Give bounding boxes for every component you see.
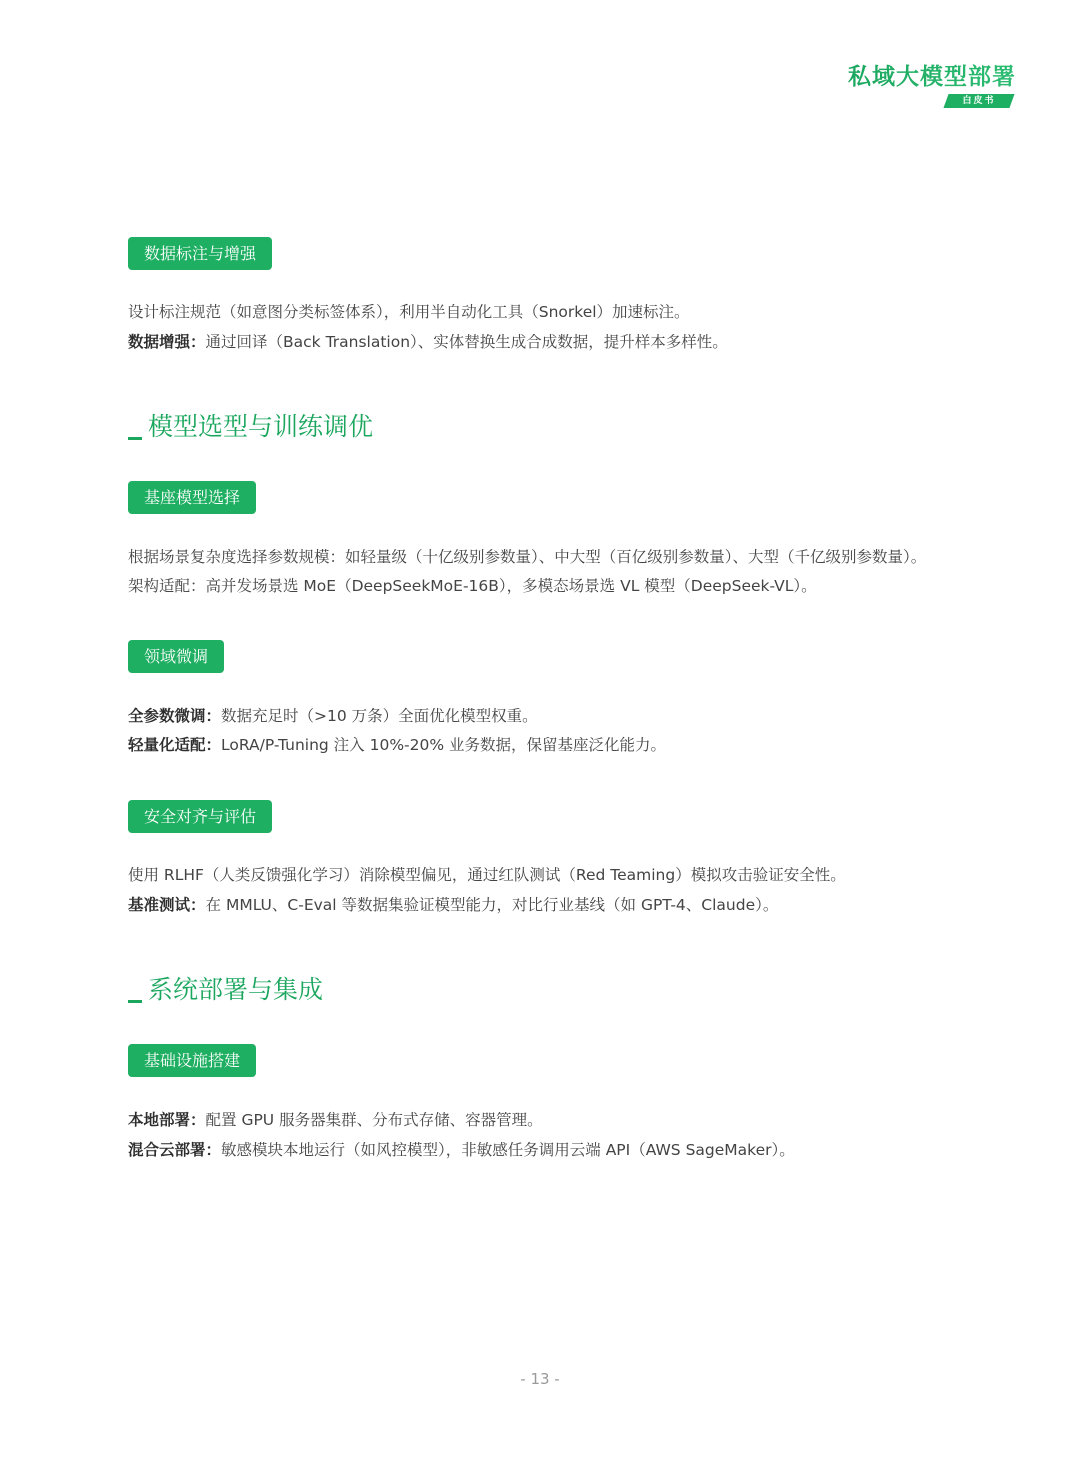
line-text: 配置 GPU 服务器集群、分布式存储、容器管理。 bbox=[205, 1111, 543, 1129]
line-label: 混合云部署： bbox=[128, 1141, 222, 1159]
line-label: 基准测试： bbox=[128, 896, 206, 914]
paragraph-line bbox=[128, 894, 778, 916]
heading-text: 系统部署与集成 bbox=[148, 975, 324, 1004]
section-tag-domain-finetune: 领域微调 bbox=[128, 640, 224, 673]
line-label: 全参数微调： bbox=[128, 707, 222, 725]
line-text: 通过回译（Back Translation）、实体替换生成合成数据，提升样本多样性。 bbox=[205, 333, 728, 351]
paragraph-line bbox=[128, 705, 538, 727]
line-label: 轻量化适配： bbox=[128, 736, 222, 754]
line-text: LoRA/P-Tuning 注入 10%-20% 业务数据，保留基座泛化能力。 bbox=[221, 736, 667, 754]
line-label: 数据增强： bbox=[128, 333, 206, 351]
paragraph-line bbox=[128, 1139, 795, 1161]
section-tag-data-annotation: 数据标注与增强 bbox=[128, 237, 272, 270]
heading-underscore-mark bbox=[128, 1000, 142, 1003]
section-tag-safety-eval: 安全对齐与评估 bbox=[128, 800, 272, 833]
section-heading-deployment bbox=[128, 973, 323, 1007]
page-number: - 13 - bbox=[520, 1370, 560, 1388]
line-text: 数据充足时（>10 万条）全面优化模型权重。 bbox=[221, 707, 538, 725]
brand-badge-label: 白皮书 bbox=[962, 96, 996, 106]
heading-underscore-mark bbox=[128, 437, 142, 440]
paragraph-line: 架构适配：高并发场景选 MoE（DeepSeekMoE-16B），多模态场景选 VL 模型（DeepSeek-VL）。 bbox=[128, 577, 817, 595]
paragraph-line: 设计标注规范（如意图分类标签体系），利用半自动化工具（Snorkel）加速标注。 bbox=[128, 303, 690, 321]
line-text: 在 MMLU、C-Eval 等数据集验证模型能力，对比行业基线（如 GPT-4、Claude）。 bbox=[205, 896, 779, 914]
line-text: 敏感模块本地运行（如风控模型），非敏感任务调用云端 API（AWS SageMaker）。 bbox=[221, 1141, 795, 1159]
paragraph-line bbox=[128, 1109, 543, 1131]
brand-title: 私域大模型部署 bbox=[848, 58, 1016, 91]
section-heading-model-selection bbox=[128, 410, 373, 444]
brand-logo bbox=[848, 58, 1016, 110]
paragraph-line: 使用 RLHF（人类反馈强化学习）消除模型偏见，通过红队测试（Red Teaming）模拟攻击验证安全性。 bbox=[128, 866, 846, 884]
section-tag-base-model: 基座模型选择 bbox=[128, 481, 256, 514]
paragraph-line: 根据场景复杂度选择参数规模：如轻量级（十亿级别参数量）、中大型（百亿级别参数量）、大型（千亿级别参数量）。 bbox=[128, 548, 927, 566]
section-tag-infrastructure: 基础设施搭建 bbox=[128, 1044, 256, 1077]
brand-badge bbox=[943, 94, 1014, 108]
paragraph-line bbox=[128, 734, 666, 756]
line-label: 本地部署： bbox=[128, 1111, 206, 1129]
paragraph-line bbox=[128, 331, 728, 353]
heading-text: 模型选型与训练调优 bbox=[148, 412, 374, 441]
